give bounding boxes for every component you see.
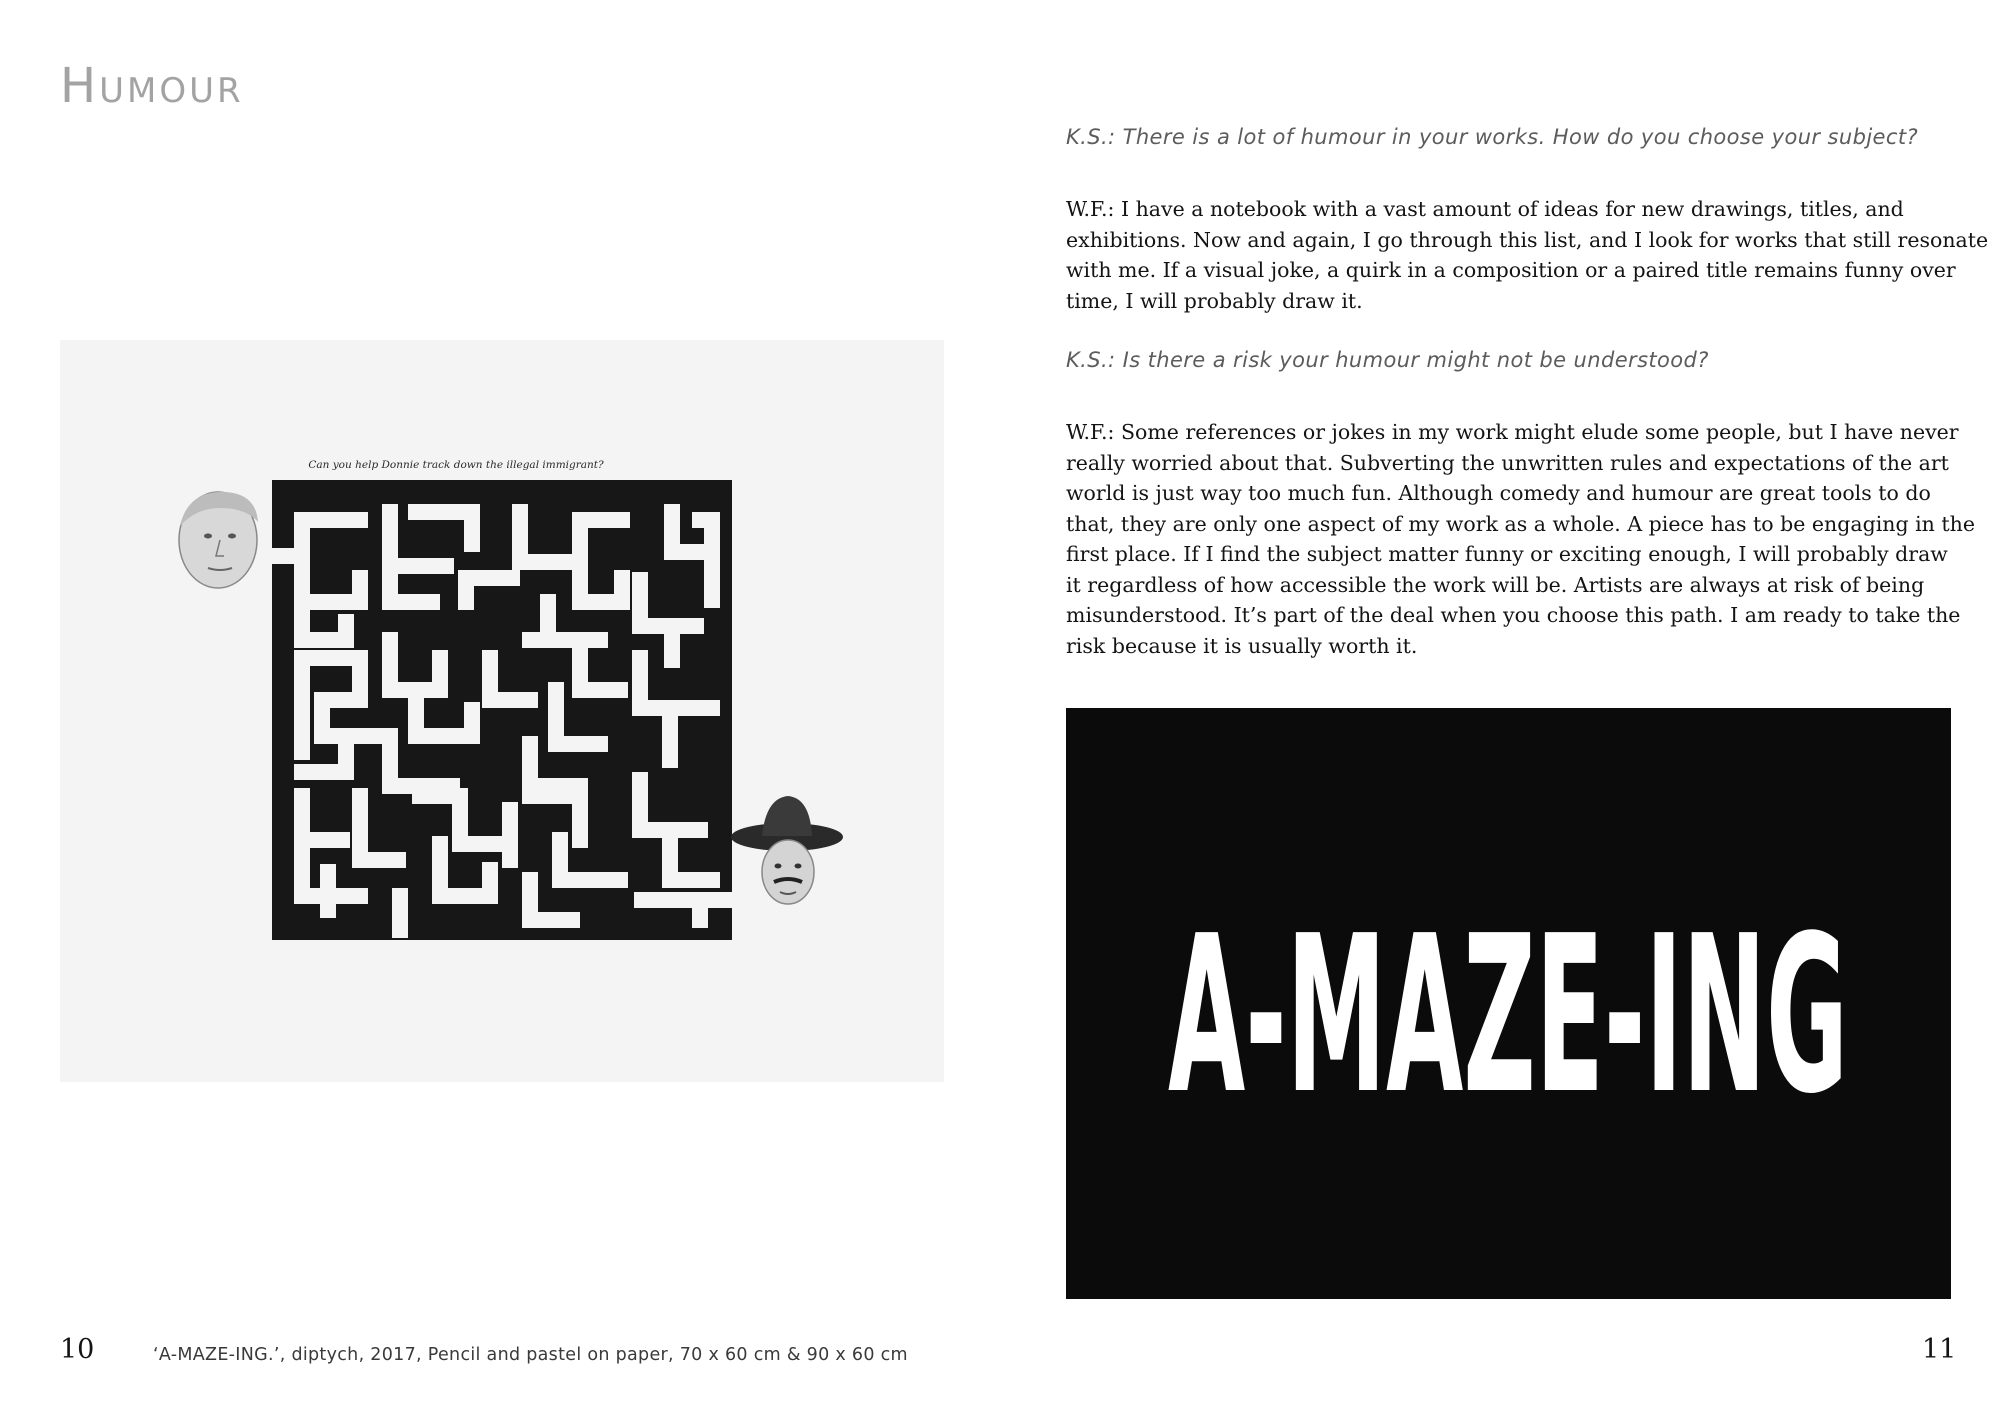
answer-line: W.F.: I have a notebook with a vast amount of ideas for new drawings, titles, and <box>1066 197 1904 221</box>
page-number-left: 10 <box>60 1334 95 1365</box>
amazeing-panel <box>1066 708 1951 1299</box>
maze-drawing <box>60 340 944 1082</box>
answer-line: world is just way too much fun. Although comedy and humour are great tools to do <box>1066 481 1931 505</box>
answer-line: W.F.: Some references or jokes in my work might elude some people, but I have never <box>1066 420 1959 444</box>
artwork-caption: ‘A-MAZE-ING.’, diptych, 2017, Pencil and pastel on paper, 70 x 60 cm & 90 x 60 cm <box>153 1345 908 1365</box>
maze-artwork <box>60 340 944 1082</box>
answer-line: risk because it is usually worth it. <box>1066 633 1418 658</box>
interview-question-1: K.S.: There is a lot of humour in your works. How do you choose your subject? <box>1066 125 1919 149</box>
answer-line: with me. If a visual joke, a quirk in a composition or a paired title remains funny over <box>1066 258 1956 282</box>
page-number-right: 11 <box>1922 1334 1957 1365</box>
answer-line: that, they are only one aspect of my work as a whole. A piece has to be engaging in the <box>1066 511 1975 536</box>
answer-line: first place. If I find the subject matter funny or exciting enough, I will probably draw <box>1066 542 1948 566</box>
portrait-left-icon <box>179 492 258 588</box>
answer-line: really worried about that. Subverting the unwritten rules and expectations of the art <box>1066 450 1949 475</box>
interview-answer-1 <box>1066 194 1989 316</box>
answer-line: exhibitions. Now and again, I go through this list, and I look for works that still resonate <box>1066 227 1989 252</box>
answer-line: it regardless of how accessible the work will be. Artists are always at risk of being <box>1066 572 1925 597</box>
interview-question-2: K.S.: Is there a risk your humour might not be understood? <box>1066 348 1709 372</box>
answer-line: misunderstood. It’s part of the deal when you choose this path. I am ready to take the <box>1066 603 1961 627</box>
interview-answer-2 <box>1066 417 1975 661</box>
amazeing-artwork <box>1066 708 1951 1299</box>
amazeing-title: A-MAZE-ING <box>1168 890 1848 1143</box>
answer-line: time, I will probably draw it. <box>1066 288 1363 313</box>
section-title: Humour <box>60 58 244 114</box>
maze-prompt: Can you help Donnie track down the illegal immigrant? <box>308 459 604 471</box>
portrait-right-icon <box>731 796 843 904</box>
